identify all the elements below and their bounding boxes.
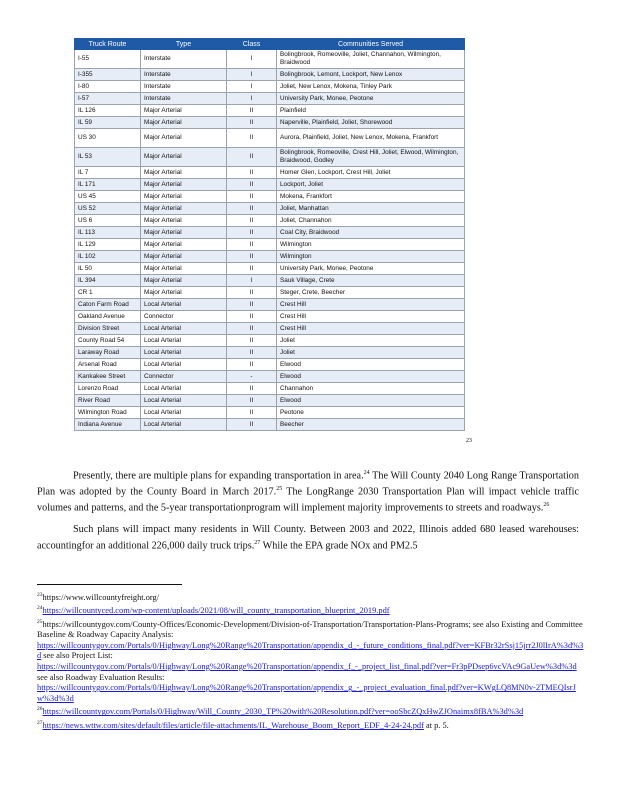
cell-class: I <box>227 275 277 287</box>
table-row <box>75 50 465 69</box>
cell-communities: Joliet, Manhattan <box>277 203 465 215</box>
table-row <box>75 93 465 105</box>
cell-communities: Channahon <box>277 383 465 395</box>
cell-type: Interstate <box>141 50 227 69</box>
paragraph-text: The Will County 2040 Long Range Transportation Plan was adopted by the County Board in March 2017. <box>37 470 579 498</box>
cell-route: Division Street <box>75 323 141 335</box>
cell-communities: University Park, Monee, Peotone <box>277 263 465 275</box>
table-row <box>75 371 465 383</box>
cell-route: US 6 <box>75 215 141 227</box>
table-row <box>75 129 465 148</box>
footnote-23 <box>37 590 585 603</box>
cell-communities: Joliet <box>277 335 465 347</box>
cell-communities: Homer Glen, Lockport, Crest Hill, Joliet <box>277 167 465 179</box>
table-row <box>75 323 465 335</box>
cell-class: I <box>227 50 277 69</box>
cell-class: II <box>227 407 277 419</box>
cell-class: - <box>227 371 277 383</box>
cell-type: Local Arterial <box>141 419 227 431</box>
footnote-ref-27: 27 <box>254 539 261 546</box>
cell-route: US 30 <box>75 129 141 148</box>
table-row <box>75 299 465 311</box>
cell-class: II <box>227 191 277 203</box>
cell-type: Major Arterial <box>141 148 227 167</box>
footnote-26 <box>37 704 585 717</box>
cell-route: River Road <box>75 395 141 407</box>
cell-type: Local Arterial <box>141 383 227 395</box>
footnote-ref-26: 26 <box>543 501 550 508</box>
footnote-link[interactable]: https://willcountygov.com/Portals/0/Highway/Long%20Range%20Transportation/appendix_d_-_future_conditions_final.pdf?ver=KFBr32rSsj15jrr2J0lIrA%3d%3d <box>37 640 584 661</box>
cell-communities: Wilmington <box>277 239 465 251</box>
cell-type: Interstate <box>141 93 227 105</box>
cell-communities: Steger, Crete, Beecher <box>277 287 465 299</box>
cell-route: IL 53 <box>75 148 141 167</box>
cell-communities: Elwood <box>277 359 465 371</box>
cell-route: US 52 <box>75 203 141 215</box>
table-header-row <box>75 39 465 50</box>
cell-type: Interstate <box>141 69 227 81</box>
cell-route: Wilmington Road <box>75 407 141 419</box>
table-row <box>75 395 465 407</box>
cell-type: Connector <box>141 371 227 383</box>
cell-route: Laraway Road <box>75 347 141 359</box>
cell-communities: Elwood <box>277 371 465 383</box>
cell-type: Local Arterial <box>141 323 227 335</box>
cell-type: Local Arterial <box>141 359 227 371</box>
cell-communities: Naperville, Plainfield, Joliet, Shorewood <box>277 117 465 129</box>
cell-communities: Mokena, Frankfort <box>277 191 465 203</box>
cell-class: II <box>227 215 277 227</box>
cell-class: II <box>227 311 277 323</box>
cell-communities: Bolingbrook, Lemont, Lockport, New Lenox <box>277 69 465 81</box>
cell-route: Kankakee Street <box>75 371 141 383</box>
cell-type: Major Arterial <box>141 287 227 299</box>
table-row <box>75 407 465 419</box>
table-row <box>75 167 465 179</box>
table-row <box>75 311 465 323</box>
paragraph-warehouses <box>37 523 579 553</box>
table-row <box>75 239 465 251</box>
footnote-24 <box>37 603 585 616</box>
cell-type: Major Arterial <box>141 167 227 179</box>
table-row <box>75 191 465 203</box>
footnote-number: 26 <box>37 706 43 713</box>
table-row <box>75 251 465 263</box>
footnote-text: see also Roadway Evaluation Results: <box>37 672 165 682</box>
cell-communities: Joliet <box>277 347 465 359</box>
cell-route: Arsenal Road <box>75 359 141 371</box>
cell-communities: Beecher <box>277 419 465 431</box>
paragraph-transportation-plans <box>37 467 579 515</box>
table-row <box>75 227 465 239</box>
table-footnote-ref: 23 <box>466 438 472 444</box>
footnote-link[interactable]: https://willcountygov.com/Portals/0/Highway/Will_County_2030_TP%20with%20Resolution.pdf?ver=ooSbcZQxHwZJOnaimx8fBA%3d%3d <box>42 707 524 717</box>
table-row <box>75 117 465 129</box>
cell-route: Oakland Avenue <box>75 311 141 323</box>
cell-type: Major Arterial <box>141 239 227 251</box>
table-row <box>75 263 465 275</box>
footnote-link[interactable]: https://willcountyced.com/wp-content/uploads/2021/08/will_county_transportation_blueprint_2019.pdf <box>42 606 390 616</box>
cell-communities: Peotone <box>277 407 465 419</box>
footnote-ref-24: 24 <box>363 470 370 476</box>
paragraph-text: Presently, there are multiple plans for expanding transportation in area. <box>73 470 364 482</box>
footnote-text: at p. 5. <box>425 720 449 730</box>
cell-communities: Sauk Village, Crete <box>277 275 465 287</box>
footnote-text: ; see also Existing and Committee Baseline & Roadway Capacity Analysis: <box>37 619 583 640</box>
table-row <box>75 81 465 93</box>
cell-communities: Lockport, Joliet <box>277 179 465 191</box>
footnotes <box>37 590 585 731</box>
cell-class: II <box>227 395 277 407</box>
table-row <box>75 275 465 287</box>
cell-route: IL 126 <box>75 105 141 117</box>
cell-communities: Joliet, Channahon <box>277 215 465 227</box>
cell-route: IL 113 <box>75 227 141 239</box>
cell-communities: Wilmington <box>277 251 465 263</box>
truck-route-table <box>74 38 465 431</box>
table-row <box>75 69 465 81</box>
cell-class: II <box>227 179 277 191</box>
cell-type: Local Arterial <box>141 347 227 359</box>
table-row <box>75 335 465 347</box>
cell-communities: Crest Hill <box>277 299 465 311</box>
cell-class: II <box>227 383 277 395</box>
paragraph-text: The LongRange 2030 Transportation Plan will impact vehicle traffic volumes and patterns, and the 5-year transportationprogram will implement majority improvements to streets and roadways. <box>37 486 579 514</box>
cell-type: Major Arterial <box>141 251 227 263</box>
cell-type: Local Arterial <box>141 395 227 407</box>
footnote-25 <box>37 617 585 705</box>
header-truck-route: Truck Route <box>75 39 141 50</box>
cell-route: I-355 <box>75 69 141 81</box>
cell-class: II <box>227 117 277 129</box>
cell-type: Major Arterial <box>141 129 227 148</box>
cell-type: Local Arterial <box>141 299 227 311</box>
cell-route: IL 7 <box>75 167 141 179</box>
table-row <box>75 419 465 431</box>
footnote-divider <box>37 584 182 585</box>
cell-route: US 45 <box>75 191 141 203</box>
cell-type: Interstate <box>141 81 227 93</box>
table-row <box>75 359 465 371</box>
cell-type: Major Arterial <box>141 275 227 287</box>
cell-class: II <box>227 287 277 299</box>
cell-type: Major Arterial <box>141 117 227 129</box>
cell-type: Major Arterial <box>141 227 227 239</box>
footnote-number: 24 <box>37 605 43 612</box>
cell-class: II <box>227 335 277 347</box>
cell-route: I-57 <box>75 93 141 105</box>
footnote-link[interactable]: https://willcountygov.com/County-Offices/Economic-Development/Division-of-Transportation/Transportation-Plans-Programs <box>42 619 469 629</box>
cell-communities: Elwood <box>277 395 465 407</box>
cell-communities: Bolingbrook, Romeoville, Joliet, Channahon, Wilmington, Braidwood <box>277 50 465 69</box>
cell-class: I <box>227 69 277 81</box>
cell-class: II <box>227 105 277 117</box>
cell-route: Caton Farm Road <box>75 299 141 311</box>
cell-route: IL 129 <box>75 239 141 251</box>
footnote-text: https://www.willcountyfreight.org/ <box>42 592 160 602</box>
table-row <box>75 179 465 191</box>
cell-communities: Bolingbrook, Romeoville, Crest Hill, Joliet, Elwood, Wilmington, Braidwood, Godley <box>277 148 465 167</box>
cell-class: II <box>227 251 277 263</box>
table-row <box>75 383 465 395</box>
cell-route: I-80 <box>75 81 141 93</box>
paragraph-text: While the EPA grade NOx and PM2.5 <box>260 539 418 551</box>
cell-class: II <box>227 203 277 215</box>
cell-route: IL 171 <box>75 179 141 191</box>
table-row <box>75 287 465 299</box>
header-type: Type <box>141 39 227 50</box>
cell-type: Major Arterial <box>141 203 227 215</box>
footnote-link[interactable]: https://willcountygov.com/Portals/0/Highway/Long%20Range%20Transportation/appendix_f_-_project_list_final.pdf?ver=Fr3pPDsep6vcVAc9GaUew%3d%3d <box>37 661 577 671</box>
cell-communities: University Park, Monee, Peotone <box>277 93 465 105</box>
cell-class: II <box>227 148 277 167</box>
cell-route: IL 394 <box>75 275 141 287</box>
cell-class: II <box>227 419 277 431</box>
footnote-27 <box>37 718 585 731</box>
cell-type: Local Arterial <box>141 407 227 419</box>
cell-class: II <box>227 263 277 275</box>
cell-route: County Road 54 <box>75 335 141 347</box>
footnote-number: 27 <box>37 719 43 726</box>
cell-type: Major Arterial <box>141 179 227 191</box>
cell-class: II <box>227 347 277 359</box>
table-row <box>75 203 465 215</box>
header-class: Class <box>227 39 277 50</box>
cell-type: Local Arterial <box>141 335 227 347</box>
cell-type: Major Arterial <box>141 105 227 117</box>
cell-class: II <box>227 239 277 251</box>
cell-communities: Plainfield <box>277 105 465 117</box>
cell-class: I <box>227 81 277 93</box>
cell-communities: Joliet, New Lenox, Mokena, Tinley Park <box>277 81 465 93</box>
cell-class: I <box>227 93 277 105</box>
cell-route: Lorenzo Road <box>75 383 141 395</box>
cell-communities: Coal City, Braidwood <box>277 227 465 239</box>
paragraph-text: Such plans will impact many residents in Will County. Between 2003 and 2022, Illinois added 680 leased warehouses: accountingfor an additional 226,000 daily truck trips. <box>37 524 579 551</box>
footnote-number: 25 <box>37 618 43 625</box>
cell-communities: Crest Hill <box>277 311 465 323</box>
cell-class: II <box>227 299 277 311</box>
cell-route: IL 102 <box>75 251 141 263</box>
cell-class: II <box>227 167 277 179</box>
cell-class: II <box>227 129 277 148</box>
table-row <box>75 105 465 117</box>
table-row <box>75 148 465 167</box>
cell-communities: Aurora, Plainfield, Joliet, New Lenox, Mokena, Frankfort <box>277 129 465 148</box>
cell-type: Major Arterial <box>141 263 227 275</box>
footnote-link[interactable]: https://news.wttw.com/sites/default/files/article/file-attachments/IL_Warehouse_Boom_Report_EDF_4-24-24.pdf <box>42 720 424 730</box>
table-row <box>75 215 465 227</box>
cell-route: IL 59 <box>75 117 141 129</box>
header-communities-served: Communities Served <box>277 39 465 50</box>
footnote-link[interactable]: https://willcountygov.com/Portals/0/Highway/Long%20Range%20Transportation/appendix_g_-_project_evaluation_final.pdf?ver=KWgLQ8MN0v-2TMEQIsrJw%3d%3d <box>37 683 576 703</box>
cell-route: Indiana Avenue <box>75 419 141 431</box>
footnote-number: 23 <box>37 592 43 598</box>
cell-class: II <box>227 227 277 239</box>
cell-type: Major Arterial <box>141 191 227 203</box>
footnote-text: see also Project List: <box>41 651 113 661</box>
cell-route: CR 1 <box>75 287 141 299</box>
cell-class: II <box>227 359 277 371</box>
cell-communities: Crest Hill <box>277 323 465 335</box>
cell-type: Major Arterial <box>141 215 227 227</box>
footnote-ref-25: 25 <box>276 485 283 492</box>
table-row <box>75 347 465 359</box>
cell-route: IL 50 <box>75 263 141 275</box>
cell-route: I-55 <box>75 50 141 69</box>
cell-class: II <box>227 323 277 335</box>
cell-type: Connector <box>141 311 227 323</box>
